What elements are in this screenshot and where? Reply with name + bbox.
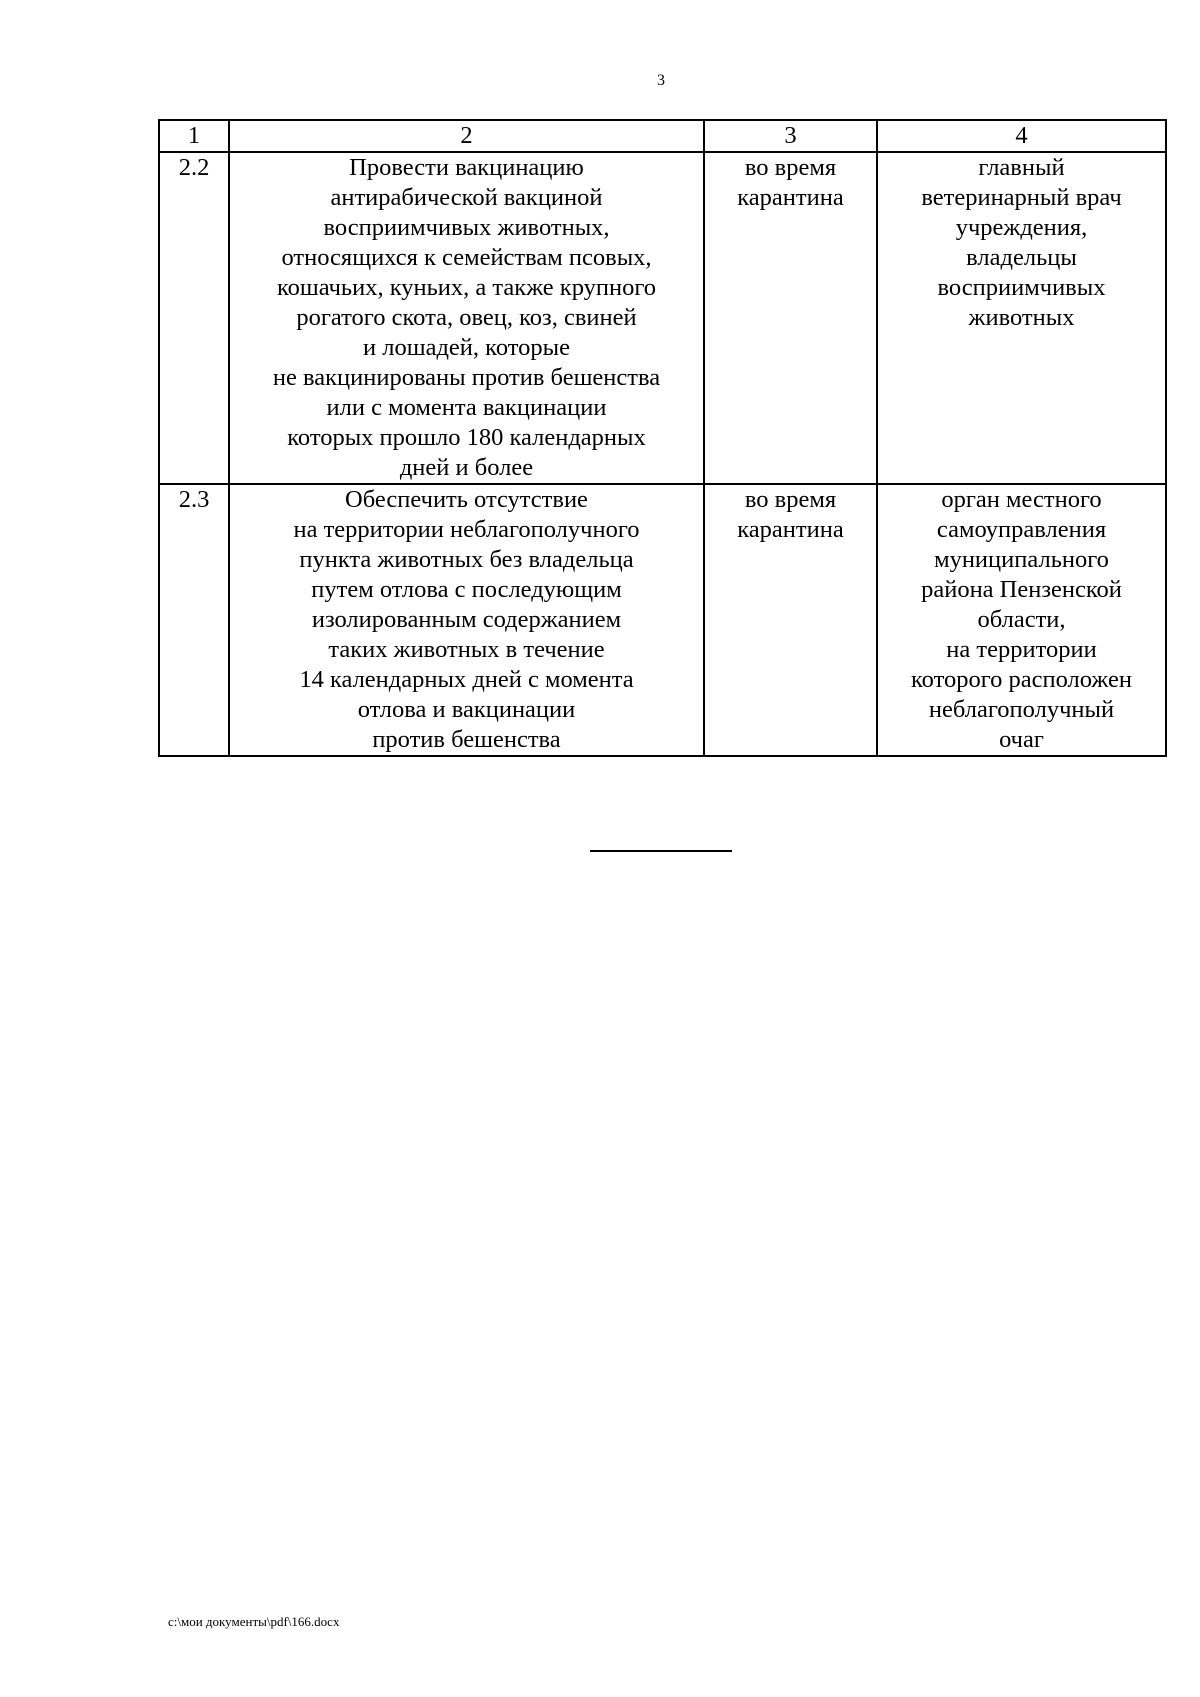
- page-number: 3: [657, 72, 665, 89]
- table-row: [159, 484, 1166, 756]
- action-line: пункта животных без владельца: [299, 546, 634, 573]
- responsible-line: владельцы: [966, 244, 1077, 271]
- term-line: во время: [744, 154, 837, 181]
- responsible-line: орган местного: [941, 486, 1102, 513]
- action-line: Обеспечить отсутствие: [345, 486, 588, 513]
- responsible-line: восприимчивых: [937, 274, 1106, 301]
- action-line: которых прошло 180 календарных: [287, 424, 646, 451]
- responsible-line: которого расположен: [910, 666, 1133, 693]
- term-line: карантина: [737, 184, 844, 211]
- term-cell: [704, 152, 877, 484]
- action-line: Провести вакцинацию: [349, 154, 584, 181]
- responsible-line: муниципального: [934, 546, 1109, 573]
- action-line: относящихся к семействам псовых,: [281, 244, 652, 271]
- action-line: рогатого скота, овец, коз, свиней: [296, 304, 637, 331]
- table-row: [159, 152, 1166, 484]
- action-line: таких животных в течение: [328, 636, 605, 663]
- responsible-line: области,: [977, 606, 1066, 633]
- action-line: или с момента вакцинации: [326, 394, 607, 421]
- action-line: путем отлова с последующим: [311, 576, 622, 603]
- action-line: изолированным содержанием: [311, 606, 622, 633]
- responsible-line: учреждения,: [955, 214, 1088, 241]
- responsible-cell: [877, 484, 1166, 756]
- action-line: дней и более: [399, 454, 534, 481]
- action-line: на территории неблагополучного: [293, 516, 640, 543]
- action-cell: [229, 484, 704, 756]
- row-number: 2.3: [159, 484, 229, 756]
- term-line: карантина: [737, 516, 844, 543]
- responsible-line: самоуправления: [936, 516, 1107, 543]
- action-line: восприимчивых животных,: [323, 214, 610, 241]
- action-line: антирабической вакциной: [330, 184, 603, 211]
- action-line: 14 календарных дней с момента: [299, 666, 634, 693]
- measures-table: [158, 119, 1167, 757]
- term-cell: [704, 484, 877, 756]
- responsible-line: ветеринарный врач: [921, 184, 1122, 211]
- column-number-3: 3: [704, 120, 877, 152]
- responsible-cell: [877, 152, 1166, 484]
- footer-file-path: c:\мои документы\pdf\166.docx: [168, 1614, 340, 1629]
- action-line: и лошадей, которые: [363, 334, 570, 361]
- action-line: не вакцинированы против бешенства: [272, 364, 661, 391]
- row-number: 2.2: [159, 152, 229, 484]
- responsible-line: района Пензенской: [921, 576, 1122, 603]
- responsible-line: на территории: [946, 636, 1097, 663]
- column-number-2: 2: [229, 120, 704, 152]
- responsible-line: очаг: [999, 726, 1044, 753]
- column-number-4: 4: [877, 120, 1166, 152]
- table-header-row: [159, 120, 1166, 152]
- action-cell: [229, 152, 704, 484]
- responsible-line: главный: [978, 154, 1065, 181]
- closing-rule: [590, 850, 732, 852]
- column-number-1: 1: [159, 120, 229, 152]
- action-line: кошачьих, куньих, а также крупного: [276, 274, 657, 301]
- term-line: во время: [744, 486, 837, 513]
- responsible-line: неблагополучный: [928, 696, 1115, 723]
- action-line: против бешенства: [372, 726, 561, 753]
- action-line: отлова и вакцинации: [357, 696, 576, 723]
- responsible-line: животных: [968, 304, 1075, 331]
